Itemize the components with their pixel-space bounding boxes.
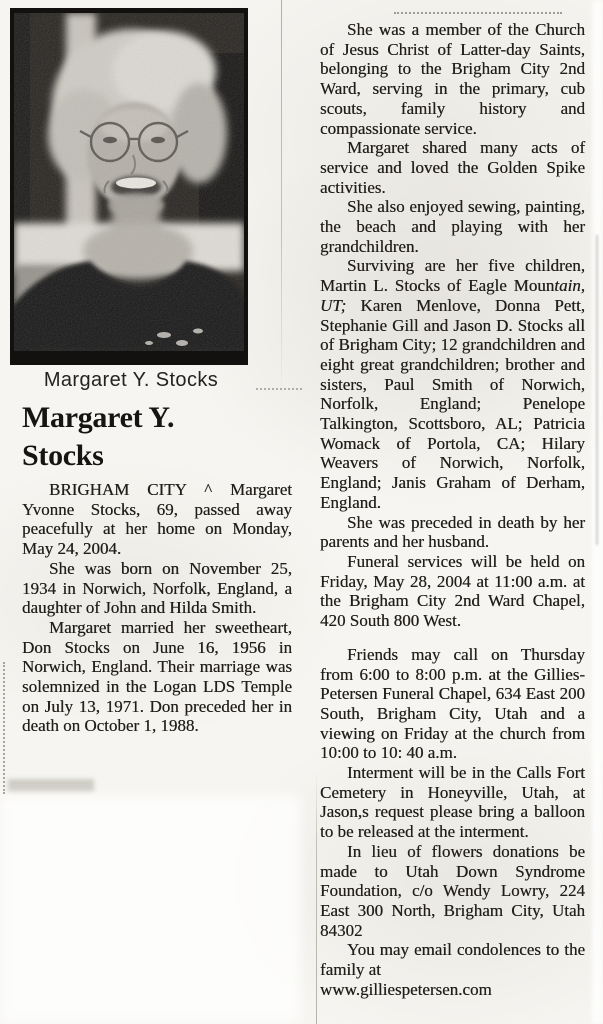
- scan-white-patch: [0, 795, 300, 1024]
- obituary-headline: [22, 399, 292, 475]
- condolences-website-text: www.gilliespetersen.com: [320, 979, 492, 999]
- surviving-text: Surviving are her five children, Martin L. Stocks of Eagle Moun: [320, 256, 585, 296]
- obituary-paragraph: Interment will be in the Calls Fort Cemetery in Honeyville, Utah, at Jason,s request please bring a balloon to be released at the interment.: [320, 763, 585, 842]
- surviving-text: Karen Menlove, Donna Pett, Stephanie Gill and Jason D. Stocks all of Brigham City; 12 grandchildren and eight great grandchildren; brother and sisters, Paul Smith of Norwich, Norfolk, England; Penelope Talkington, Scottsboro, AL; Patricia Womack of Portola, CA; Hilary Weavers of Norwich, Norfolk, England; Janis Graham of Derham, England.: [320, 295, 585, 512]
- obituary-paragraph: Friends may call on Thursday from 6:00 to 8:00 p.m. at the Gillies-Petersen Funeral Chapel, 634 East 200 South, Brigham City, Utah and a viewing on Friday at the church from 10:00 to 10: 40 a.m.: [320, 644, 585, 763]
- obituary-paragraph: In lieu of flowers donations be made to Utah Down Syndrome Foundation, c/o Wendy Lowry, 224 East 300 North, Brigham City, Utah 84302: [320, 841, 585, 940]
- right-column: [320, 20, 585, 999]
- scan-artifact-dots: [394, 12, 562, 14]
- scan-artifact-specks: [3, 662, 5, 794]
- obituary-paragraph: She was a member of the Church of Jesus Christ of Latter-day Saints, belonging to the Brigham City 2nd Ward, serving in the primary, cub scouts, family history and compassionate service.: [320, 20, 585, 138]
- scan-smudge: [8, 779, 94, 792]
- obituary-paragraph-surviving: [320, 256, 585, 512]
- fold-crease-line: [316, 772, 317, 1024]
- headline-line2: Stocks: [22, 439, 104, 472]
- obituary-paragraph: She was born on November 25, 1934 in Norwich, Norfolk, England, a daughter of John and Hilda Smith.: [22, 558, 292, 618]
- fold-crease-line: [281, 0, 282, 398]
- photo-caption: Margaret Y. Stocks: [43, 369, 219, 391]
- obituary-paragraph: She also enjoyed sewing, painting, the beach and playing with her grandchildren.: [320, 197, 585, 256]
- left-column: [22, 480, 292, 736]
- obituary-paragraph: You may email condolences to the family at: [320, 940, 585, 980]
- headline-line1: Margaret Y.: [22, 401, 175, 434]
- obituary-paragraph: Margaret married her sweetheart, Don Stocks on June 16, 1956 in Norwich, England. Their marriage was solemnized in the Logan LDS Temple on July 13, 1971. Don preceded her in death on October 1, 1988.: [22, 617, 292, 736]
- surviving-italic-text: tain, UT;: [320, 276, 585, 315]
- portrait-photo-illustration: [14, 13, 244, 351]
- obituary-paragraph: Funeral services will be held on Friday, May 28, 2004 at 11:00 a.m. at the Brigham City 2nd Ward Chapel, 420 South 800 West.: [320, 551, 585, 631]
- obituary-paragraph: Margaret shared many acts of service and loved the Golden Spike activities.: [320, 138, 585, 197]
- scan-edge-streak: [596, 235, 598, 545]
- scan-artifact-dots: [256, 388, 302, 390]
- portrait-photo: [10, 8, 248, 365]
- obituary-paragraph: BRIGHAM CITY ^ Margaret Yvonne Stocks, 69, passed away peacefully at her home on Monday, May 24, 2004.: [22, 480, 292, 559]
- obituary-paragraph: She was preceded in death by her parents and her husband.: [320, 512, 585, 552]
